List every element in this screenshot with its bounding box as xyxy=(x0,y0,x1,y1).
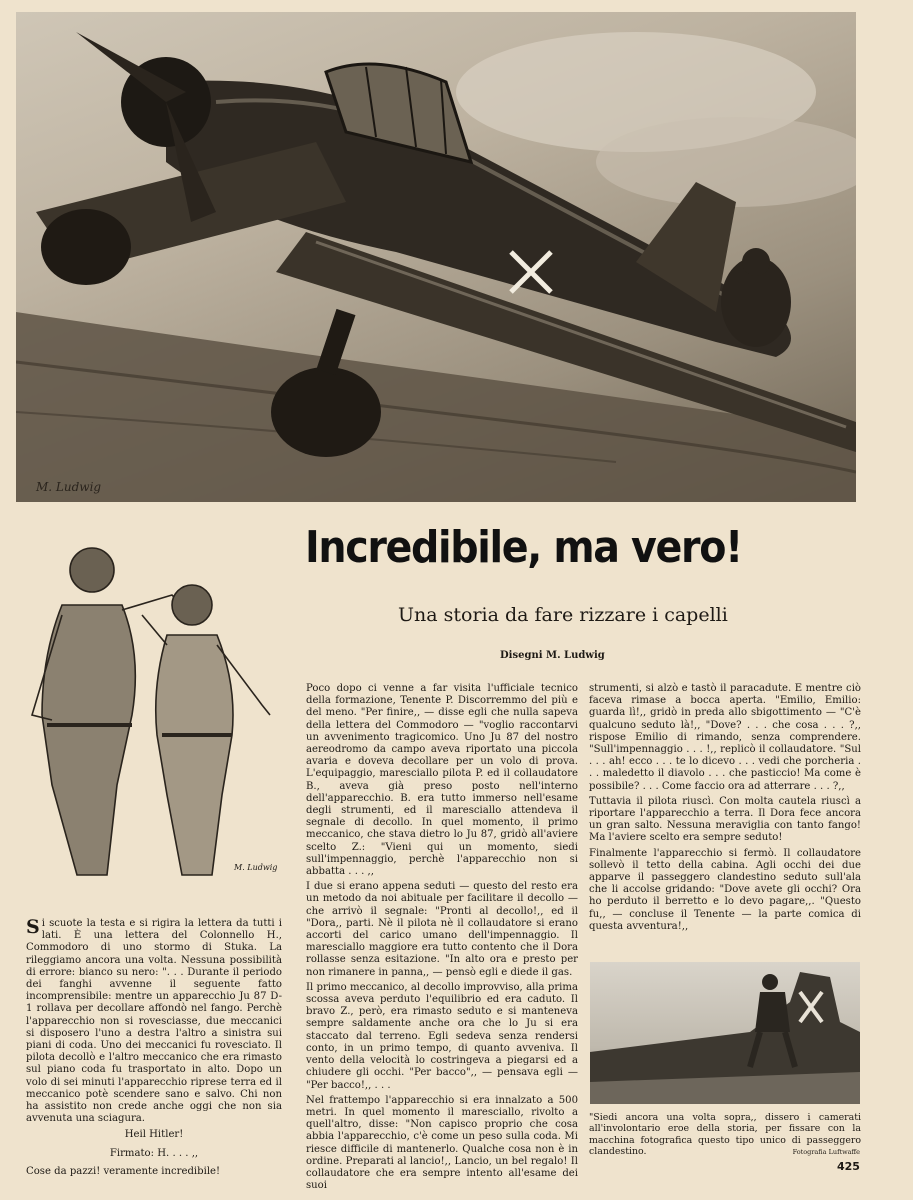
paragraph: I due si erano appena seduti — questo del resto era un metodo da noi abituale per facilitare il decollo — che arrivò il segnale: "Pronti al decollo!,, ed il "Dora,, parti. Nè il pilota nè il collaudatore si erano accorti del carico umano dell'impennaggio. Il maresciallo maggiore era tutto contento che il Dora rollasse senza esitazione. "In alto ora e presto per non rimanere in panna,, — pensò egli e diede il gas. xyxy=(306,881,578,978)
dropcap: S xyxy=(26,916,40,938)
paragraph: Nel frattempo l'apparecchio si era innalzato a 500 metri. In quel momento il maresciallo, rivolto a quell'altro, disse: "Non capisco proprio che cosa abbia l'apparecchio, c'è come un peso sulla coda. Mi riesce difficile di mantenerlo. Qualche cosa non è in ordine. Preparati al lancio!,, Lancio, un bel regalo! Il collaudatore che era sempre intento all'esame dei suoi xyxy=(306,1094,578,1192)
letter-comment: Cose da pazzi! veramente incredibile! xyxy=(26,1165,221,1177)
paragraph: Tuttavia il pilota riuscì. Con molta cautela riuscì a riportare l'apparecchio a terra. Il Dora fece ancora un gran salto. Nessuna meraviglia con tanto fango! Ma l'aviere scelto era sempre seduto! xyxy=(589,795,861,844)
soldiers-sketch xyxy=(22,535,282,880)
column-3 xyxy=(589,683,861,936)
illustration-signature: M. Ludwig xyxy=(36,480,102,494)
article-title: Incredibile, ma vero! xyxy=(305,522,742,573)
page-number: 425 xyxy=(837,1160,860,1173)
photo-credit: Fotografia Luftwaffe xyxy=(792,1148,860,1156)
photo-caption: "Siedi ancora una volta sopra,, dissero i camerati all'involontario eroe della storia, per fissare con la macchina fotografica questo tipo unico di passeggero clandestino. xyxy=(589,1112,861,1158)
column-2 xyxy=(306,683,578,1195)
paragraph: Finalmente l'apparecchio si fermò. Il collaudatore sollevò il tetto della cabina. Agli occhi dei due apparve il passeggero clandestino seduto sull'ala che li accolse gridando: "Dove avete gli occhi? Ora ho perduto il berretto e lo devo pagare,,. "Questo fu,, — concluse il Tenente — la parte comica di questa avventura!,, xyxy=(589,847,861,932)
article-subtitle: Una storia da fare rizzare i capelli xyxy=(398,604,728,626)
letter-salute: Heil Hitler! xyxy=(124,1129,184,1141)
paragraph: Il primo meccanico, al decollo improvviso, alla prima scossa aveva perduto l'equilibrio ed era caduto. Il bravo Z., però, era rimasto seduto e si manteneva sempre saldamente anche ora che lo Ju si era staccato dal terreno. Egli sedeva senza rendersi conto, in un primo tempo, di quanto avveniva. Il vento della velocità lo costringeva a piegarsi ed a chiudere gli occhi. "Per bacco",, — pensava egli — "Per bacco!,, . . . xyxy=(306,981,578,1091)
illustration-credit: Disegni M. Ludwig xyxy=(500,650,605,661)
stuka-illustration xyxy=(16,12,856,502)
photo-image xyxy=(590,962,860,1104)
drawing-signature: M. Ludwig xyxy=(234,863,278,872)
paragraph: Poco dopo ci venne a far visita l'ufficiale tecnico della formazione, Tenente P. Discorremmo del più e del meno. "Per finire,, — disse egli che nulla sapeva della lettera del Commodoro — "voglio raccontarvi un avvenimento tragicomico. Uno Ju 87 del nostro aereodromo da campo aveva riportato una piccola avaria e doveva decollare per un volo di prova. L'equipaggio, maresciallo pilota P. ed il collaudatore B., aveva già preso posto nell'interno dell'apparecchio. B. era tutto immerso nell'esame degli strumenti, ed il maresciallo attendeva il segnale di decollo. In quel momento, il primo meccanico, che stava dietro lo Ju 87, gridò all'aviere scelto Z.: "Vieni qui un momento, siedi sull'impennaggio, perchè l'apparecchio non si abbatta . . . ,, xyxy=(306,683,578,878)
aircraft-drawing xyxy=(16,12,856,502)
letter-signature: Firmato: H. . . . ,, xyxy=(109,1147,199,1159)
paragraph: strumenti, si alzò e tastò il paracadute. E mentre ciò faceva rimase a bocca aperta. "Emilio, Emilio: guarda lì!,, gridò in preda allo sbigottimento — "C'è qualcuno seduto là!,, "Dove? . . . che cosa . . . ?,, rispose Emilio di rimando, senza comprendere. "Sull'impennaggio . . . !,, replicò il collaudatore. "Sul . . . ah! ecco . . . te lo dicevo . . . vedi che porcheria . . . maledetto il diavolo . . . che pasticcio! Ma come è possibile? . . . Come faccio ora ad atterrare . . . ?,, xyxy=(589,683,861,792)
column-1 xyxy=(26,918,282,1181)
tail-photo xyxy=(590,962,860,1104)
letter-text: i scuote la testa e si rigira la lettera da tutti i lati. È una lettera del Colonnello H., Commodoro di uno stormo di Stuka. La rileggiamo ancora una volta. Nessuna possibilità di errore: bianco su nero: ". . . Durante il periodo dei fanghi avvenne il seguente fatto incomprensibile: mentre un apparecchio Ju 87 D-1 rollava per decollare affondò nel fango. Perchè l'apparecchio non si rovesciasse, due meccanici si disposero l'uno a destra l'altro a sinistra sui piani di coda. Uno dei meccanici fu rovesciato. Il pilota decollò e l'altro meccanico che era rimasto sul piano coda fu trasportato in alto. Dopo un volo di sei minuti l'apparecchio riprese terra ed il meccanico potè scendere sano e salvo. Chi non ha assistito non crede anche oggi che non sia avvenuta una sciagura. xyxy=(26,918,282,1125)
soldiers-drawing xyxy=(22,535,282,880)
